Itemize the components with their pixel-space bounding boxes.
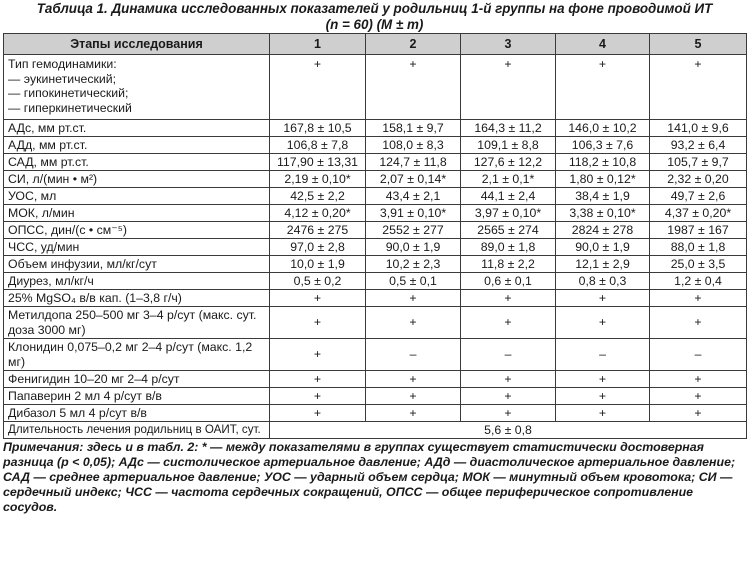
table-cell: 90,0 ± 1,9 (366, 239, 461, 256)
table-cell: 106,3 ± 7,6 (556, 137, 650, 154)
table-cell: 42,5 ± 2,2 (270, 188, 366, 205)
table-cell: 117,90 ± 13,31 (270, 154, 366, 171)
table-cell: + (270, 371, 366, 388)
table-row (4, 171, 747, 188)
table-cell: 141,0 ± 9,6 (650, 120, 747, 137)
table-cell: + (650, 290, 747, 307)
table-cell: + (650, 55, 747, 120)
table-row-klonidin (4, 339, 747, 371)
table-cell: + (650, 388, 747, 405)
table-cell: 106,8 ± 7,8 (270, 137, 366, 154)
table-cell: + (270, 388, 366, 405)
table-cell: 118,2 ± 10,8 (556, 154, 650, 171)
row-label: Объем инфузии, мл/кг/сут (4, 256, 270, 273)
table-cell: + (366, 388, 461, 405)
table-cell: 44,1 ± 2,4 (461, 188, 556, 205)
table-cell: + (461, 55, 556, 120)
table-cell: + (556, 388, 650, 405)
table-cell: 0,5 ± 0,2 (270, 273, 366, 290)
hemodynamics-line: Тип гемодинамики: (8, 57, 117, 71)
table-cell: + (270, 307, 366, 339)
header-row (4, 34, 747, 55)
table-cell: 3,91 ± 0,10* (366, 205, 461, 222)
table-cell: + (556, 55, 650, 120)
row-label: Папаверин 2 мл 4 р/сут в/в (4, 388, 270, 405)
row-label: ЧСС, уд/мин (4, 239, 270, 256)
table-cell: 2,07 ± 0,14* (366, 171, 461, 188)
table-cell: 25,0 ± 3,5 (650, 256, 747, 273)
table-cell: – (461, 339, 556, 371)
table-cell: 158,1 ± 9,7 (366, 120, 461, 137)
table-row-duration (4, 422, 747, 439)
table-cell: 2,19 ± 0,10* (270, 171, 366, 188)
row-label: УОС, мл (4, 188, 270, 205)
table-cell: + (366, 405, 461, 422)
table-cell: 1,2 ± 0,4 (650, 273, 747, 290)
table-cell: 108,0 ± 8,3 (366, 137, 461, 154)
hemodynamics-line: — гиперкинетический (8, 100, 132, 115)
table-cell: + (270, 55, 366, 120)
table-cell: + (270, 339, 366, 371)
table-cell: 2565 ± 274 (461, 222, 556, 239)
table-cell: + (556, 371, 650, 388)
row-label: Длительность лечения родильниц в ОАИТ, сут. (4, 422, 270, 439)
table-cell: 2,1 ± 0,1* (461, 171, 556, 188)
table-title: Таблица 1. Динамика исследованных показателей у родильниц 1-й группы на фоне проводимой ИТ (36, 1, 713, 16)
table-cell: + (461, 388, 556, 405)
table-cell: 4,12 ± 0,20* (270, 205, 366, 222)
table-cell: + (366, 371, 461, 388)
table-cell: 0,5 ± 0,1 (366, 273, 461, 290)
table-cell: 0,6 ± 0,1 (461, 273, 556, 290)
table-cell: 38,4 ± 1,9 (556, 188, 650, 205)
table-cell: + (650, 307, 747, 339)
table-cell: + (556, 290, 650, 307)
table-row (4, 137, 747, 154)
table-cell: + (650, 371, 747, 388)
row-label: АДс, мм рт.ст. (4, 120, 270, 137)
table-cell: 2824 ± 278 (556, 222, 650, 239)
table-cell: 3,97 ± 0,10* (461, 205, 556, 222)
table-row-metildopa (4, 307, 747, 339)
row-label: Клонидин 0,075–0,2 мг 2–4 р/сут (макс. 1,2 мг) (4, 339, 270, 371)
table-cell: 10,2 ± 2,3 (366, 256, 461, 273)
table-cell: + (366, 290, 461, 307)
table-cell: + (366, 307, 461, 339)
table-cell: 127,6 ± 12,2 (461, 154, 556, 171)
table-cell: 105,7 ± 9,7 (650, 154, 747, 171)
table-cell: + (650, 405, 747, 422)
table-row (4, 388, 747, 405)
table-row (4, 222, 747, 239)
table-cell: 167,8 ± 10,5 (270, 120, 366, 137)
header-col-2: 2 (366, 34, 461, 55)
header-col-4: 4 (556, 34, 650, 55)
table-row (4, 405, 747, 422)
table-cell: 93,2 ± 6,4 (650, 137, 747, 154)
row-label: Дибазол 5 мл 4 р/сут в/в (4, 405, 270, 422)
table-cell: 1,80 ± 0,12* (556, 171, 650, 188)
table-cell: + (461, 307, 556, 339)
table-row (4, 371, 747, 388)
row-label: СИ, л/(мин • м²) (4, 171, 270, 188)
table-row (4, 273, 747, 290)
header-col-3: 3 (461, 34, 556, 55)
row-label: 25% MgSO₄ в/в кап. (1–3,8 г/ч) (4, 290, 270, 307)
row-label: САД, мм рт.ст. (4, 154, 270, 171)
row-label: Метилдопа 250–500 мг 3–4 р/сут (макс. сут. доза 3000 мг) (4, 307, 270, 339)
table-cell: 49,7 ± 2,6 (650, 188, 747, 205)
table-notes: Примечания: здесь и в табл. 2: * — между показателями в группах существует статистически достоверная разница (p < 0,05); АДс — систолическое артериальное давление; АДд — диастолическое артериальное давление; САД — среднее артериальное давление; УОС — ударный объем сердца; МОК — минутный объем кровотока; СИ — сердечный индекс; ЧСС — частота сердечных сокращений, ОПСС — общее периферическое сопротивление сосудов. (3, 440, 736, 514)
measurement-rows (4, 120, 747, 307)
table-cell: 89,0 ± 1,8 (461, 239, 556, 256)
header-col-1: 1 (270, 34, 366, 55)
table-caption (0, 0, 749, 33)
table-cell: 10,0 ± 1,9 (270, 256, 366, 273)
table-cell: 109,1 ± 8,8 (461, 137, 556, 154)
table-cell: + (461, 290, 556, 307)
hemodynamics-label (4, 55, 270, 120)
hemodynamics-line: — эукинетический; (8, 71, 117, 86)
table-cell: 1987 ± 167 (650, 222, 747, 239)
table-row (4, 239, 747, 256)
row-label: ОПСС, дин/(с • см⁻⁵) (4, 222, 270, 239)
header-col-5: 5 (650, 34, 747, 55)
table-cell: 12,1 ± 2,9 (556, 256, 650, 273)
table-cell: + (366, 55, 461, 120)
table-cell: + (461, 371, 556, 388)
table-cell: + (270, 290, 366, 307)
table-row (4, 205, 747, 222)
table-row (4, 120, 747, 137)
header-stage: Этапы исследования (4, 34, 270, 55)
table-cell: 124,7 ± 11,8 (366, 154, 461, 171)
table-row-hemodynamics (4, 55, 747, 120)
table-row (4, 256, 747, 273)
table-row (4, 290, 747, 307)
row-label: МОК, л/мин (4, 205, 270, 222)
table-cell: 164,3 ± 11,2 (461, 120, 556, 137)
table-cell: 97,0 ± 2,8 (270, 239, 366, 256)
table-cell: 43,4 ± 2,1 (366, 188, 461, 205)
table-cell: – (556, 339, 650, 371)
row-label: Диурез, мл/кг/ч (4, 273, 270, 290)
table-cell: 3,38 ± 0,10* (556, 205, 650, 222)
table-cell: – (366, 339, 461, 371)
duration-value: 5,6 ± 0,8 (270, 422, 747, 439)
table-cell: + (270, 405, 366, 422)
table-cell: 2552 ± 277 (366, 222, 461, 239)
table-cell: 11,8 ± 2,2 (461, 256, 556, 273)
table-cell: + (556, 307, 650, 339)
table-cell: 4,37 ± 0,20* (650, 205, 747, 222)
data-table (3, 33, 747, 439)
hemodynamics-line: — гипокинетический; (8, 86, 129, 100)
table-subtitle: (n = 60) (M ± m) (325, 17, 424, 32)
table-cell: 88,0 ± 1,8 (650, 239, 747, 256)
row-label: АДд, мм рт.ст. (4, 137, 270, 154)
table-cell: 146,0 ± 10,2 (556, 120, 650, 137)
row-label: Фенигидин 10–20 мг 2–4 р/сут (4, 371, 270, 388)
table-row (4, 188, 747, 205)
table-cell: – (650, 339, 747, 371)
table-cell: 90,0 ± 1,9 (556, 239, 650, 256)
drug-rows (4, 371, 747, 422)
table-cell: 2476 ± 275 (270, 222, 366, 239)
table-cell: + (556, 405, 650, 422)
table-row (4, 154, 747, 171)
table-cell: 0,8 ± 0,3 (556, 273, 650, 290)
table-cell: + (461, 405, 556, 422)
table-cell: 2,32 ± 0,20 (650, 171, 747, 188)
